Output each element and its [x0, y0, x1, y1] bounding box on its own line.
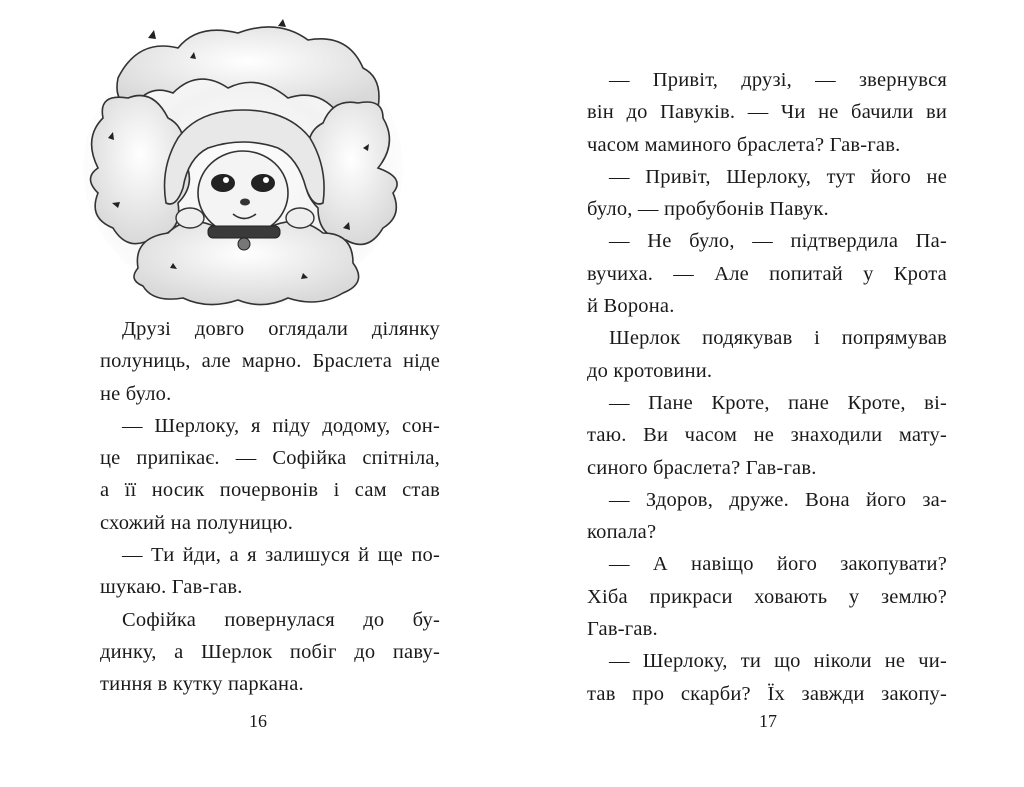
text-line: — Не було, — підтвердила Па-: [609, 230, 947, 253]
text-line: схожий на полуницю.: [100, 511, 294, 534]
text-line: Гав-гав.: [587, 618, 658, 641]
text-line: динку, а Шерлок побіг до паву-: [100, 640, 440, 663]
text-line: не було.: [100, 382, 172, 405]
puppy-illustration: [78, 18, 408, 308]
text-line: Друзі довго оглядали ділянку: [122, 318, 440, 340]
text-line: — Шерлоку, ти що ніколи не чи-: [609, 650, 947, 673]
text-line: синого браслета? Гав-гав.: [587, 456, 817, 479]
text-line: — Привіт, Шерлоку, тут його не: [609, 165, 947, 188]
text-line: копала?: [587, 521, 657, 544]
text-line: часом маминого браслета? Гав-гав.: [587, 133, 901, 156]
right-page-text: [587, 64, 947, 710]
text-line: полуниць, але марно. Браслета ніде: [100, 350, 440, 373]
text-line: — Пане Кроте, пане Кроте, ві-: [609, 391, 947, 414]
text-line: це припікає. — Софійка спітніла,: [100, 447, 440, 470]
text-line: вучиха. — Але попитай у Крота: [587, 262, 947, 285]
text-line: до кротовини.: [587, 359, 713, 382]
text-line: — Шерлоку, я піду додому, сон-: [122, 414, 440, 437]
text-line: Хіба прикраси ховають у землю?: [587, 585, 947, 608]
text-line: — Ти йди, а я залишуся й ще по-: [122, 544, 440, 567]
text-line: Софійка повернулася до бу-: [122, 608, 440, 631]
text-line: таю. Ви часом не знаходили мату-: [587, 424, 947, 447]
text-line: й Ворона.: [587, 295, 675, 318]
text-line: тиння в кутку паркана.: [100, 673, 304, 696]
text-line: — Здоров, друже. Вона його за-: [609, 488, 947, 511]
text-line: було, — пробубонів Павук.: [587, 198, 829, 221]
left-page-text: [100, 313, 440, 701]
page-number: 17: [759, 711, 777, 731]
text-line: тав про скарби? Їх завжди закопу-: [587, 682, 947, 705]
text-line: — Привіт, друзі, — звернувся: [609, 69, 947, 91]
text-line: він до Павуків. — Чи не бачили ви: [587, 101, 947, 124]
text-line: — А навіщо його закопувати?: [609, 553, 947, 576]
text-line: шукаю. Гав-гав.: [100, 576, 243, 599]
page-number: 16: [249, 711, 267, 731]
text-line: а її носик почервонів і сам став: [100, 479, 440, 502]
text-line: Шерлок подякував і попрямував: [609, 327, 947, 350]
